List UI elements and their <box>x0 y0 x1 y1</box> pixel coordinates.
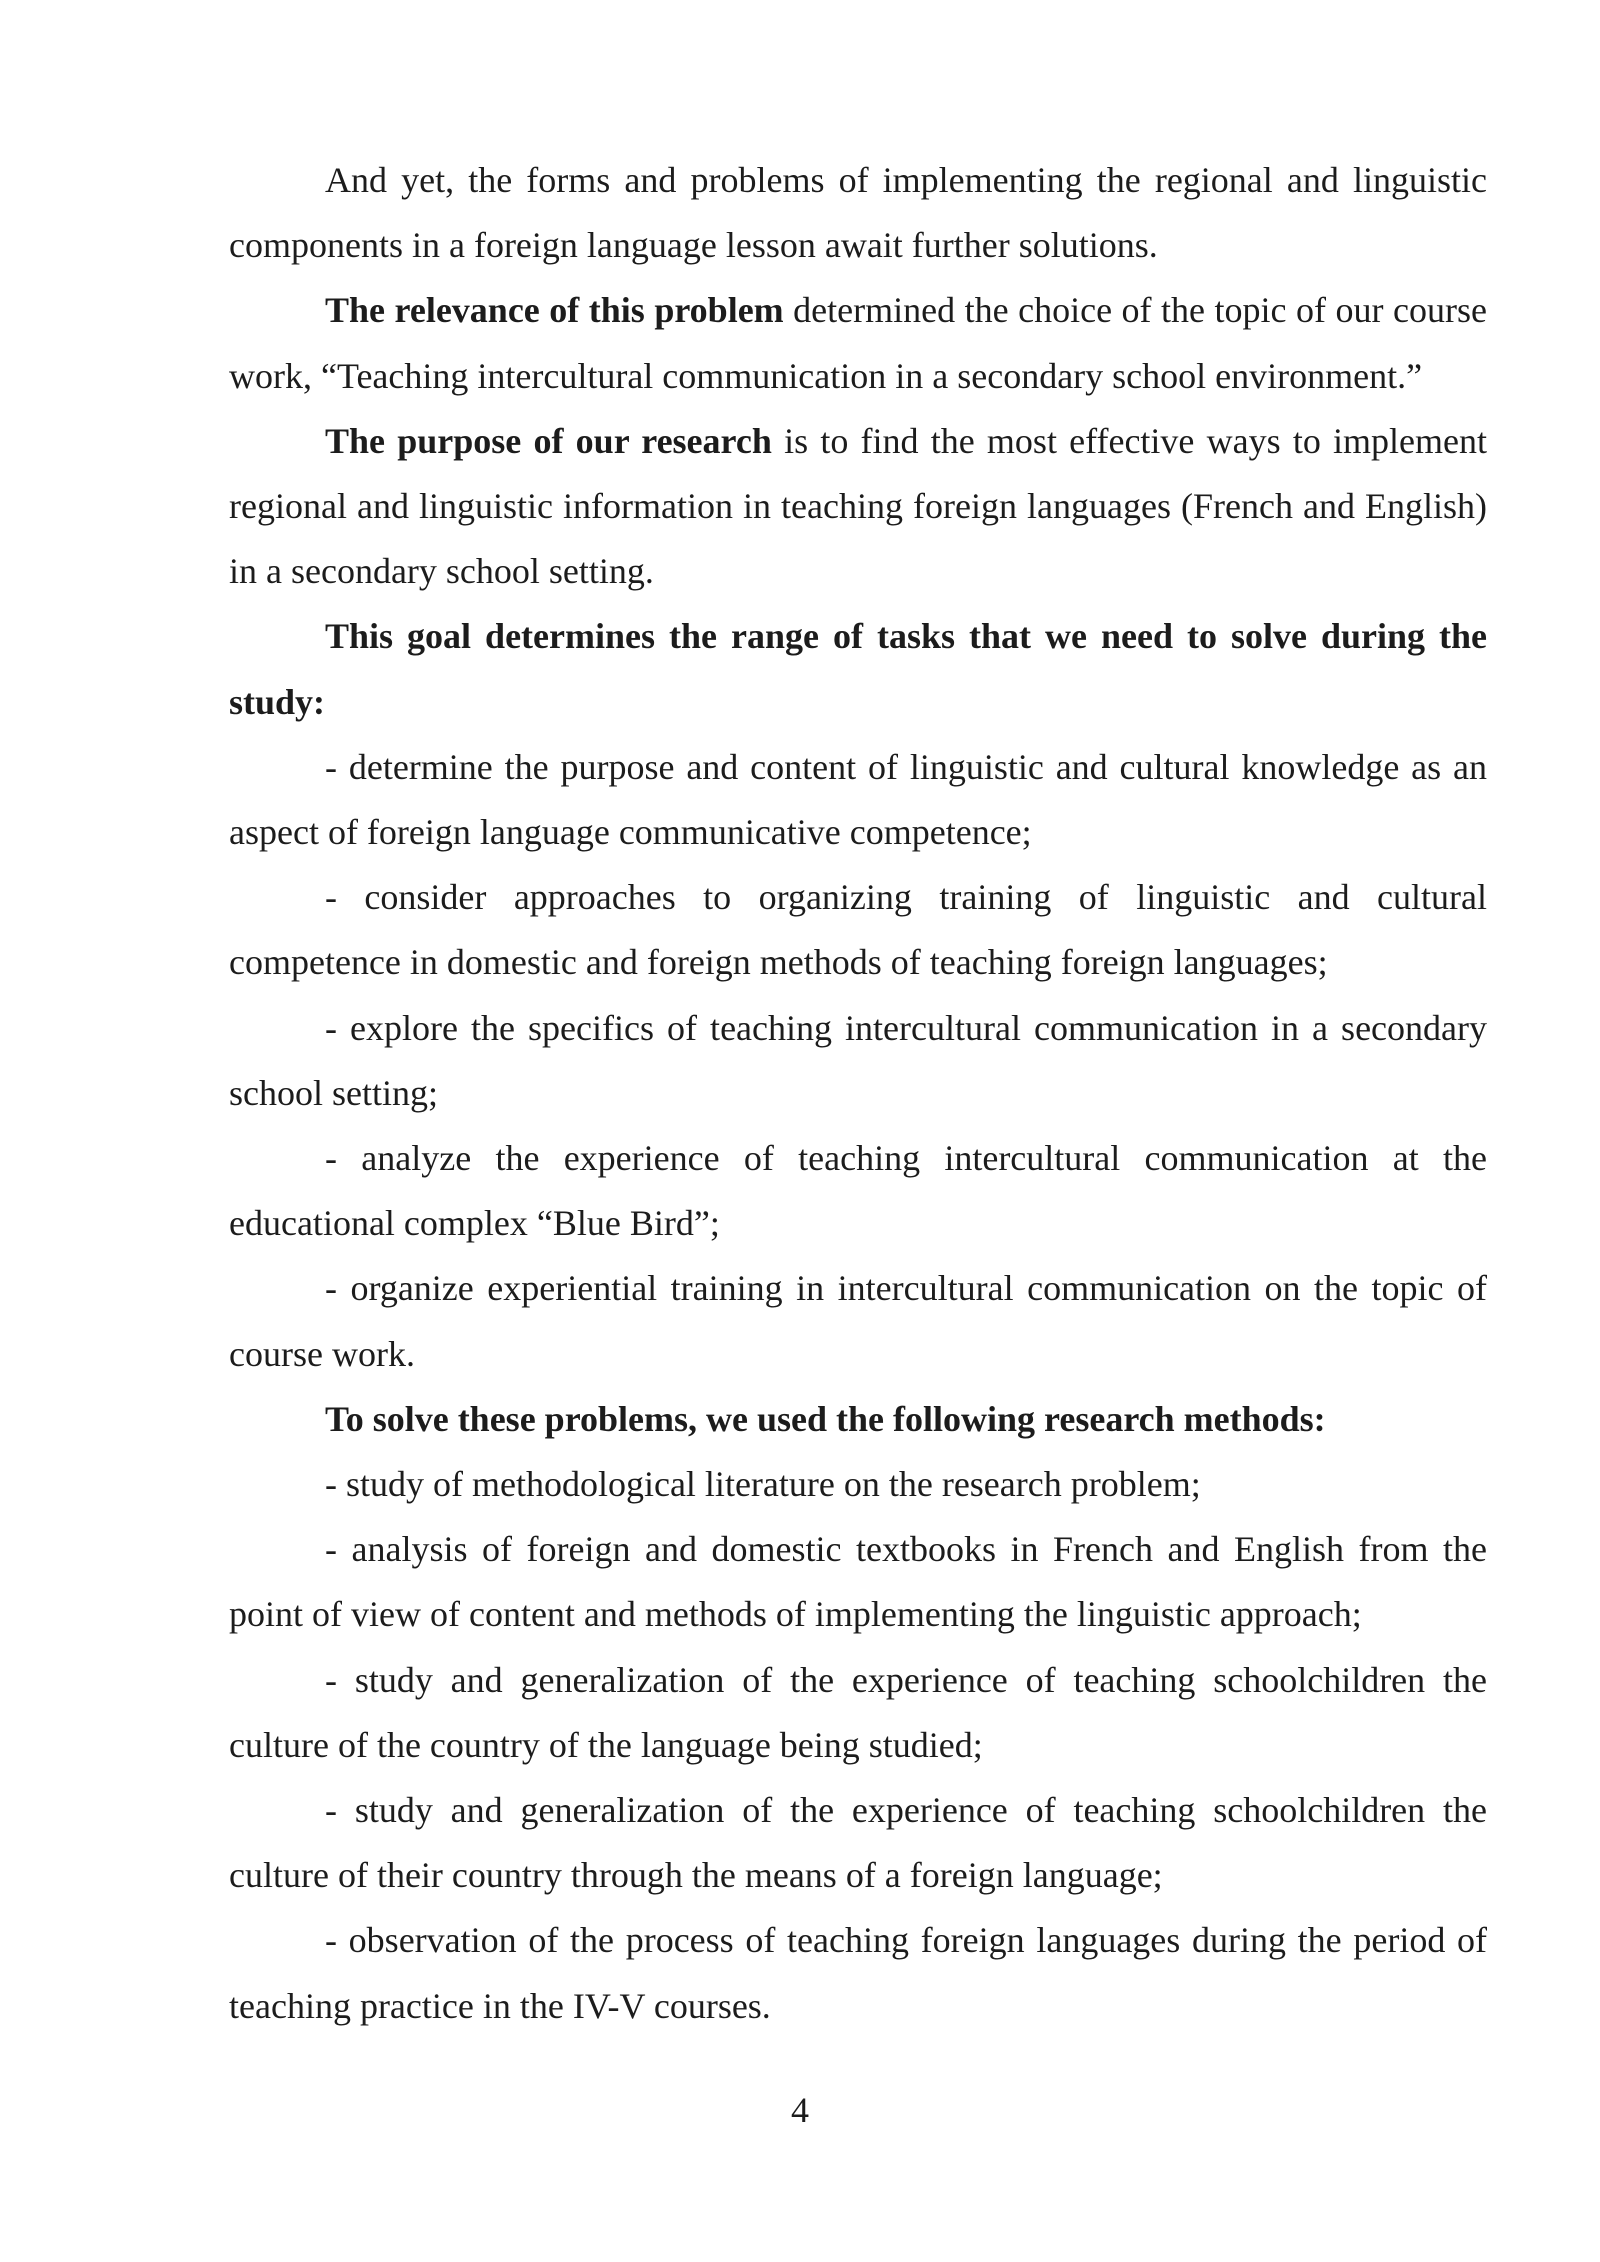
method-item <box>229 1648 1487 1778</box>
paragraph-text: - analysis of foreign and domestic textbooks in French and English from the point of view of content and methods of implementing the linguistic approach; <box>229 1529 1487 1635</box>
paragraph-text: - analyze the experience of teaching intercultural communication at the educational complex “Blue Bird”; <box>229 1138 1487 1244</box>
paragraph-lead: The purpose of our research <box>325 420 772 461</box>
paragraph-lead: To solve these problems, we used the following research methods: <box>325 1398 1326 1439</box>
paragraph-intro <box>229 148 1487 278</box>
paragraph-text: - explore the specifics of teaching intercultural communication in a secondary school setting; <box>229 1007 1487 1113</box>
paragraph-text: And yet, the forms and problems of implementing the regional and linguistic components in a foreign language lesson await further solutions. <box>229 160 1487 266</box>
task-item <box>229 1256 1487 1386</box>
paragraph-text: - study of methodological literature on the research problem; <box>325 1464 1201 1505</box>
method-item <box>229 1908 1487 2038</box>
paragraph-text: - study and generalization of the experience of teaching schoolchildren the culture of the country of the language being studied; <box>229 1659 1487 1765</box>
task-item <box>229 865 1487 995</box>
task-item <box>229 1126 1487 1256</box>
paragraph-lead: The relevance of this problem <box>325 290 784 331</box>
body-text <box>229 148 1487 2039</box>
paragraph-relevance <box>229 278 1487 408</box>
paragraph-text: determined the choice of the topic of our course work, “Teaching intercultural communication in a secondary school environment.” <box>229 290 1487 396</box>
page-number: 4 <box>791 2090 809 2130</box>
paragraph-lead: This goal determines the range of tasks that we need to solve during the study: <box>229 616 1487 722</box>
paragraph-purpose <box>229 409 1487 605</box>
method-item <box>229 1517 1487 1647</box>
task-item <box>229 996 1487 1126</box>
paragraph-methods-heading <box>229 1387 1487 1452</box>
paragraph-text: is to find the most effective ways to implement regional and linguistic information in teaching foreign languages (French and English) in a secondary school setting. <box>229 420 1487 592</box>
paragraph-text: - determine the purpose and content of linguistic and cultural knowledge as an aspect of foreign language communicative competence; <box>229 746 1487 853</box>
paragraph-text: - organize experiential training in intercultural communication on the topic of course work. <box>229 1268 1487 1374</box>
method-item <box>229 1452 1487 1517</box>
paragraph-text: - observation of the process of teaching foreign languages during the period of teaching practice in the IV-V courses. <box>229 1920 1487 2026</box>
paragraph-text: - study and generalization of the experience of teaching schoolchildren the culture of their country through the means of a foreign language; <box>229 1790 1487 1896</box>
task-item <box>229 735 1487 865</box>
paragraph-text: - consider approaches to organizing training of linguistic and cultural competence in domestic and foreign methods of teaching foreign languages; <box>229 877 1487 983</box>
method-item <box>229 1778 1487 1908</box>
paragraph-tasks-heading <box>229 604 1487 734</box>
